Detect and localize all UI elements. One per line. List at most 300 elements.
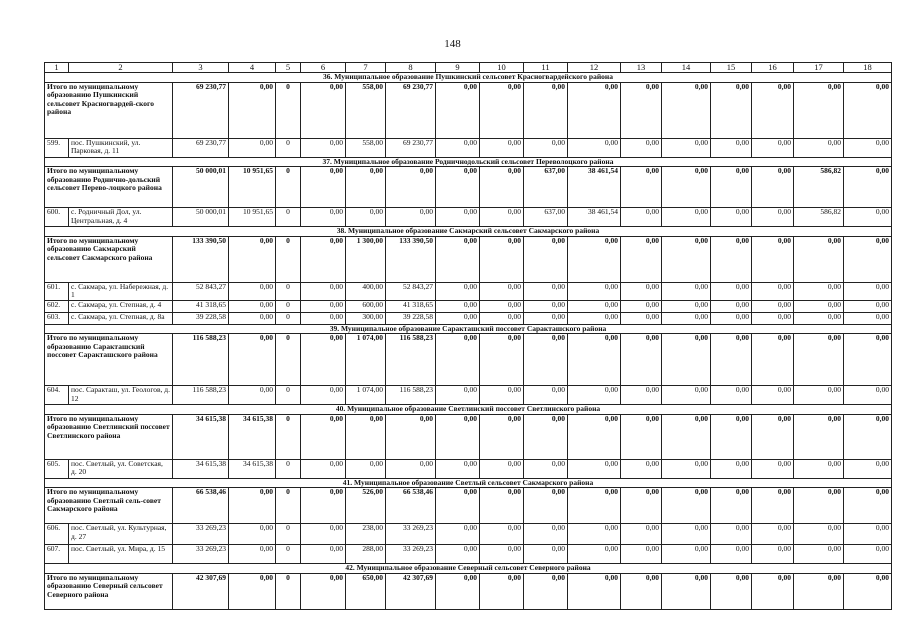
- row-value: 0,00: [436, 459, 480, 478]
- header-cell: 12: [568, 63, 621, 73]
- total-value: 0,00: [301, 334, 346, 386]
- total-value: 0,00: [524, 414, 568, 459]
- data-table: [44, 62, 892, 610]
- row-value: 0,00: [621, 545, 662, 564]
- row-value: 0,00: [621, 138, 662, 157]
- total-value: 0,00: [346, 414, 386, 459]
- object-row: [45, 524, 892, 545]
- total-name: Итого по муниципальному образованию Сакмарский сельсовет Сакмарского района: [45, 236, 173, 282]
- row-value: 0,00: [568, 138, 621, 157]
- total-value: 0,00: [621, 488, 662, 524]
- total-value: 650,00: [346, 573, 386, 609]
- row-value: 0,00: [844, 138, 892, 157]
- total-value: 0,00: [794, 573, 844, 609]
- section-row: [45, 227, 892, 237]
- total-value: 0,00: [794, 334, 844, 386]
- row-value: 0,00: [301, 386, 346, 405]
- row-value: 0,00: [568, 282, 621, 300]
- row-value: 33 269,23: [173, 545, 229, 564]
- total-value: 0,00: [480, 334, 524, 386]
- row-value: 116 588,23: [386, 386, 436, 405]
- total-value: 0,00: [436, 82, 480, 138]
- total-value: 0,00: [229, 334, 276, 386]
- total-value: 0,00: [568, 414, 621, 459]
- row-value: 0,00: [229, 312, 276, 324]
- row-value: 0: [276, 459, 301, 478]
- row-value: 0,00: [711, 282, 752, 300]
- object-row: [45, 312, 892, 324]
- row-value: 0,00: [568, 300, 621, 312]
- row-value: 0,00: [844, 282, 892, 300]
- total-value: 34 615,38: [229, 414, 276, 459]
- row-value: 0,00: [301, 459, 346, 478]
- total-row: [45, 334, 892, 386]
- total-value: 0,00: [386, 414, 436, 459]
- section-title: 36. Муниципальное образование Пушкинский сельсовет Красногвардейского района: [45, 73, 892, 83]
- row-number: 606.: [45, 524, 69, 545]
- total-value: 42 307,69: [386, 573, 436, 609]
- header-cell: 18: [844, 63, 892, 73]
- total-row: [45, 573, 892, 609]
- row-value: 39 228,58: [386, 312, 436, 324]
- object-row: [45, 208, 892, 227]
- total-value: 50 000,01: [173, 167, 229, 208]
- row-address: с. Сакмара, ул. Степная, д. 8а: [69, 312, 173, 324]
- row-value: 0: [276, 208, 301, 227]
- total-value: 69 230,77: [386, 82, 436, 138]
- total-value: 526,00: [346, 488, 386, 524]
- total-value: 0,00: [844, 236, 892, 282]
- header-cell: 13: [621, 63, 662, 73]
- total-value: 0: [276, 82, 301, 138]
- total-value: 0,00: [524, 236, 568, 282]
- row-value: 0,00: [662, 386, 711, 405]
- row-address: пос. Светлый, ул. Культурная, д. 27: [69, 524, 173, 545]
- row-value: 0,00: [346, 208, 386, 227]
- total-value: 0,00: [524, 488, 568, 524]
- row-value: 0,00: [752, 282, 794, 300]
- header-cell: 14: [662, 63, 711, 73]
- row-value: 0,00: [752, 459, 794, 478]
- row-number: 599.: [45, 138, 69, 157]
- row-value: 0,00: [662, 312, 711, 324]
- total-value: 133 390,50: [173, 236, 229, 282]
- header-cell: 10: [480, 63, 524, 73]
- row-number: 600.: [45, 208, 69, 227]
- total-value: 0,00: [480, 414, 524, 459]
- row-value: 0,00: [621, 459, 662, 478]
- total-value: 0,00: [436, 167, 480, 208]
- total-value: 0,00: [568, 236, 621, 282]
- total-value: 0,00: [752, 236, 794, 282]
- total-value: 116 588,23: [386, 334, 436, 386]
- section-row: [45, 405, 892, 415]
- total-value: 66 538,46: [173, 488, 229, 524]
- total-value: 34 615,38: [173, 414, 229, 459]
- row-value: 300,00: [346, 312, 386, 324]
- row-value: 0,00: [662, 545, 711, 564]
- row-number: 607.: [45, 545, 69, 564]
- total-name: Итого по муниципальному образованию Роднично-дольский сельсовет Перево-лоцкого района: [45, 167, 173, 208]
- total-value: 69 230,77: [173, 82, 229, 138]
- row-value: 0,00: [794, 282, 844, 300]
- row-value: 0,00: [301, 312, 346, 324]
- total-value: 0,00: [568, 82, 621, 138]
- row-value: 0,00: [436, 524, 480, 545]
- row-number: 604.: [45, 386, 69, 405]
- header-cell: 9: [436, 63, 480, 73]
- row-value: 0,00: [524, 312, 568, 324]
- total-value: 0,00: [568, 334, 621, 386]
- row-value: 0,00: [844, 459, 892, 478]
- row-value: 34 615,38: [173, 459, 229, 478]
- header-cell: 8: [386, 63, 436, 73]
- row-value: 39 228,58: [173, 312, 229, 324]
- total-value: 0,00: [436, 334, 480, 386]
- total-value: 586,82: [794, 167, 844, 208]
- row-value: 0,00: [752, 524, 794, 545]
- total-value: 0,00: [711, 334, 752, 386]
- row-value: 0,00: [229, 524, 276, 545]
- total-value: 0,00: [752, 488, 794, 524]
- header-cell: 15: [711, 63, 752, 73]
- row-value: 116 588,23: [173, 386, 229, 405]
- row-value: 0,00: [662, 459, 711, 478]
- total-value: 0,00: [621, 573, 662, 609]
- total-value: 558,00: [346, 82, 386, 138]
- row-value: 33 269,23: [173, 524, 229, 545]
- row-number: 601.: [45, 282, 69, 300]
- header-cell: 1: [45, 63, 69, 73]
- total-value: 0,00: [711, 573, 752, 609]
- row-value: 0,00: [662, 524, 711, 545]
- total-value: 133 390,50: [386, 236, 436, 282]
- row-value: 0,00: [524, 386, 568, 405]
- total-value: 0,00: [662, 334, 711, 386]
- row-value: 0,00: [844, 300, 892, 312]
- object-row: [45, 300, 892, 312]
- total-value: 0,00: [711, 488, 752, 524]
- total-value: 0,00: [794, 82, 844, 138]
- total-name: Итого по муниципальному образованию Светлый сель-совет Сакмарского района: [45, 488, 173, 524]
- total-value: 0,00: [621, 236, 662, 282]
- row-value: 0,00: [794, 312, 844, 324]
- total-value: 0,00: [752, 334, 794, 386]
- total-value: 0,00: [662, 573, 711, 609]
- total-value: 0,00: [752, 167, 794, 208]
- row-value: 0: [276, 138, 301, 157]
- total-value: 0,00: [480, 82, 524, 138]
- total-value: 0,00: [844, 82, 892, 138]
- total-value: 0,00: [436, 488, 480, 524]
- total-value: 0,00: [711, 82, 752, 138]
- row-value: 0,00: [844, 524, 892, 545]
- section-title: 39. Муниципальное образование Саракташский поссовет Саракташского района: [45, 324, 892, 334]
- row-value: 33 269,23: [386, 545, 436, 564]
- row-number: 605.: [45, 459, 69, 478]
- total-value: 0,00: [621, 334, 662, 386]
- total-value: 0,00: [301, 488, 346, 524]
- row-value: 0,00: [621, 300, 662, 312]
- total-value: 0,00: [480, 236, 524, 282]
- row-value: 0,00: [229, 545, 276, 564]
- row-value: 0,00: [752, 312, 794, 324]
- total-value: 0: [276, 488, 301, 524]
- total-value: 0,00: [301, 573, 346, 609]
- total-value: 0,00: [621, 414, 662, 459]
- row-value: 69 230,77: [173, 138, 229, 157]
- row-value: 0,00: [386, 459, 436, 478]
- row-value: 0,00: [524, 459, 568, 478]
- row-value: 1 074,00: [346, 386, 386, 405]
- total-value: 0,00: [229, 236, 276, 282]
- row-value: 0,00: [229, 300, 276, 312]
- total-value: 0,00: [752, 82, 794, 138]
- row-value: 0,00: [794, 386, 844, 405]
- total-value: 0,00: [436, 573, 480, 609]
- total-value: 0,00: [794, 236, 844, 282]
- row-value: 0,00: [711, 138, 752, 157]
- row-value: 0,00: [524, 138, 568, 157]
- total-value: 42 307,69: [173, 573, 229, 609]
- row-value: 0,00: [752, 300, 794, 312]
- row-value: 0,00: [480, 300, 524, 312]
- row-value: 0,00: [301, 208, 346, 227]
- total-name: Итого по муниципальному образованию Северный сельсовет Северного района: [45, 573, 173, 609]
- row-value: 0,00: [301, 300, 346, 312]
- total-value: 637,00: [524, 167, 568, 208]
- row-value: 0,00: [524, 300, 568, 312]
- row-value: 52 843,27: [173, 282, 229, 300]
- total-value: 0,00: [229, 573, 276, 609]
- total-value: 10 951,65: [229, 167, 276, 208]
- total-value: 0,00: [301, 236, 346, 282]
- row-address: пос. Светлый, ул. Советская, д. 20: [69, 459, 173, 478]
- header-cell: 6: [301, 63, 346, 73]
- row-value: 0,00: [621, 282, 662, 300]
- row-value: 0,00: [844, 208, 892, 227]
- row-value: 0,00: [386, 208, 436, 227]
- total-value: 0,00: [752, 414, 794, 459]
- object-row: [45, 545, 892, 564]
- section-row: [45, 478, 892, 488]
- row-value: 0: [276, 386, 301, 405]
- row-value: 0,00: [301, 545, 346, 564]
- row-value: 0,00: [794, 524, 844, 545]
- row-value: 10 951,65: [229, 208, 276, 227]
- total-value: 0,00: [844, 167, 892, 208]
- row-number: 603.: [45, 312, 69, 324]
- total-value: 0,00: [752, 573, 794, 609]
- total-value: 38 461,54: [568, 167, 621, 208]
- row-value: 0,00: [662, 282, 711, 300]
- row-value: 0,00: [844, 312, 892, 324]
- total-value: 0,00: [662, 167, 711, 208]
- total-value: 0,00: [621, 167, 662, 208]
- row-value: 0,00: [794, 138, 844, 157]
- row-value: 50 000,01: [173, 208, 229, 227]
- total-value: 0,00: [711, 167, 752, 208]
- row-address: с. Сакмара, ул. Набережная, д. 1: [69, 282, 173, 300]
- row-value: 0,00: [794, 459, 844, 478]
- total-value: 0,00: [794, 488, 844, 524]
- row-value: 0,00: [568, 386, 621, 405]
- total-value: 0,00: [844, 414, 892, 459]
- total-value: 0,00: [844, 573, 892, 609]
- row-value: 0,00: [794, 300, 844, 312]
- row-value: 0,00: [436, 282, 480, 300]
- row-value: 0,00: [621, 312, 662, 324]
- row-value: 400,00: [346, 282, 386, 300]
- header-cell: 17: [794, 63, 844, 73]
- row-value: 0,00: [480, 312, 524, 324]
- section-title: 41. Муниципальное образование Светлый сельсовет Сакмарского района: [45, 478, 892, 488]
- row-value: 0,00: [229, 282, 276, 300]
- total-value: 0,00: [301, 167, 346, 208]
- total-value: 0,00: [436, 236, 480, 282]
- row-value: 34 615,38: [229, 459, 276, 478]
- total-value: 0,00: [524, 82, 568, 138]
- row-address: пос. Саракташ, ул. Геологов, д. 12: [69, 386, 173, 405]
- header-row: [45, 63, 892, 73]
- total-value: 0,00: [794, 414, 844, 459]
- row-value: 0,00: [480, 208, 524, 227]
- total-name: Итого по муниципальному образованию Пушкинский сельсовет Красногвардей-ского района: [45, 82, 173, 138]
- row-value: 0,00: [480, 138, 524, 157]
- row-value: 0,00: [711, 208, 752, 227]
- total-row: [45, 167, 892, 208]
- row-value: 600,00: [346, 300, 386, 312]
- row-value: 0: [276, 282, 301, 300]
- total-value: 0,00: [480, 488, 524, 524]
- total-value: 0: [276, 334, 301, 386]
- row-value: 0,00: [662, 208, 711, 227]
- total-value: 0: [276, 236, 301, 282]
- total-value: 0,00: [524, 573, 568, 609]
- row-value: 0,00: [301, 138, 346, 157]
- header-cell: 7: [346, 63, 386, 73]
- row-value: 0,00: [301, 524, 346, 545]
- row-value: 0,00: [229, 138, 276, 157]
- row-address: пос. Пушкинский, ул. Парковая, д. 11: [69, 138, 173, 157]
- object-row: [45, 138, 892, 157]
- total-value: 0,00: [568, 488, 621, 524]
- section-row: [45, 73, 892, 83]
- row-value: 0,00: [662, 138, 711, 157]
- object-row: [45, 459, 892, 478]
- row-value: 0,00: [621, 208, 662, 227]
- total-value: 0,00: [386, 167, 436, 208]
- total-value: 0,00: [229, 488, 276, 524]
- row-address: пос. Светлый, ул. Мира, д. 15: [69, 545, 173, 564]
- section-title: 37. Муниципальное образование Родничнодольский сельсовет Переволоцкого района: [45, 157, 892, 167]
- row-value: 0,00: [301, 282, 346, 300]
- total-value: 0,00: [229, 82, 276, 138]
- row-value: 0,00: [436, 545, 480, 564]
- row-value: 0,00: [436, 300, 480, 312]
- section-title: 40. Муниципальное образование Светлинский поссовет Светлинского района: [45, 405, 892, 415]
- row-value: 0,00: [711, 459, 752, 478]
- section-title: 42. Муниципальное образование Северный сельсовет Северного района: [45, 564, 892, 574]
- row-value: 0,00: [568, 459, 621, 478]
- section-title: 38. Муниципальное образование Сакмарский сельсовет Сакмарского района: [45, 227, 892, 237]
- total-value: 0,00: [662, 236, 711, 282]
- total-row: [45, 414, 892, 459]
- total-value: 0,00: [346, 167, 386, 208]
- header-cell: 3: [173, 63, 229, 73]
- row-value: 0,00: [711, 545, 752, 564]
- row-value: 0,00: [711, 312, 752, 324]
- header-cell: 4: [229, 63, 276, 73]
- total-name: Итого по муниципальному образованию Саракташский поссовет Саракташского района: [45, 334, 173, 386]
- total-value: 0,00: [480, 167, 524, 208]
- row-value: 637,00: [524, 208, 568, 227]
- total-value: 0,00: [711, 236, 752, 282]
- row-value: 0,00: [524, 545, 568, 564]
- row-value: 0,00: [436, 208, 480, 227]
- row-value: 0,00: [229, 386, 276, 405]
- row-value: 0,00: [621, 524, 662, 545]
- row-value: 0,00: [436, 138, 480, 157]
- total-value: 0,00: [844, 334, 892, 386]
- row-value: 0: [276, 300, 301, 312]
- row-value: 0,00: [711, 524, 752, 545]
- total-value: 0,00: [301, 82, 346, 138]
- total-value: 0,00: [844, 488, 892, 524]
- row-value: 0: [276, 524, 301, 545]
- object-row: [45, 282, 892, 300]
- page-number: 148: [444, 38, 461, 50]
- total-value: 1 074,00: [346, 334, 386, 386]
- total-value: 66 538,46: [386, 488, 436, 524]
- row-value: 0,00: [436, 386, 480, 405]
- row-address: с. Родничный Дол, ул. Центральная, д. 4: [69, 208, 173, 227]
- total-value: 0,00: [480, 573, 524, 609]
- row-value: 0: [276, 312, 301, 324]
- row-value: 0,00: [436, 312, 480, 324]
- total-row: [45, 82, 892, 138]
- row-value: 0,00: [568, 524, 621, 545]
- total-value: 0,00: [662, 488, 711, 524]
- total-value: 0,00: [524, 334, 568, 386]
- section-row: [45, 564, 892, 574]
- row-value: 33 269,23: [386, 524, 436, 545]
- row-value: 41 318,65: [173, 300, 229, 312]
- section-row: [45, 324, 892, 334]
- object-row: [45, 386, 892, 405]
- total-value: 0,00: [621, 82, 662, 138]
- row-value: 0: [276, 545, 301, 564]
- row-value: 0,00: [752, 208, 794, 227]
- row-value: 0,00: [844, 545, 892, 564]
- section-row: [45, 157, 892, 167]
- row-value: 0,00: [752, 386, 794, 405]
- row-value: 0,00: [621, 386, 662, 405]
- row-value: 52 843,27: [386, 282, 436, 300]
- row-value: 41 318,65: [386, 300, 436, 312]
- total-name: Итого по муниципальному образованию Светлинский поссовет Светлинского района: [45, 414, 173, 459]
- row-value: 0,00: [480, 545, 524, 564]
- header-cell: 16: [752, 63, 794, 73]
- row-value: 0,00: [524, 524, 568, 545]
- row-value: 0,00: [711, 300, 752, 312]
- total-value: 1 300,00: [346, 236, 386, 282]
- row-value: 0,00: [524, 282, 568, 300]
- row-value: 0,00: [480, 386, 524, 405]
- total-row: [45, 488, 892, 524]
- row-value: 69 230,77: [386, 138, 436, 157]
- row-value: 0,00: [844, 386, 892, 405]
